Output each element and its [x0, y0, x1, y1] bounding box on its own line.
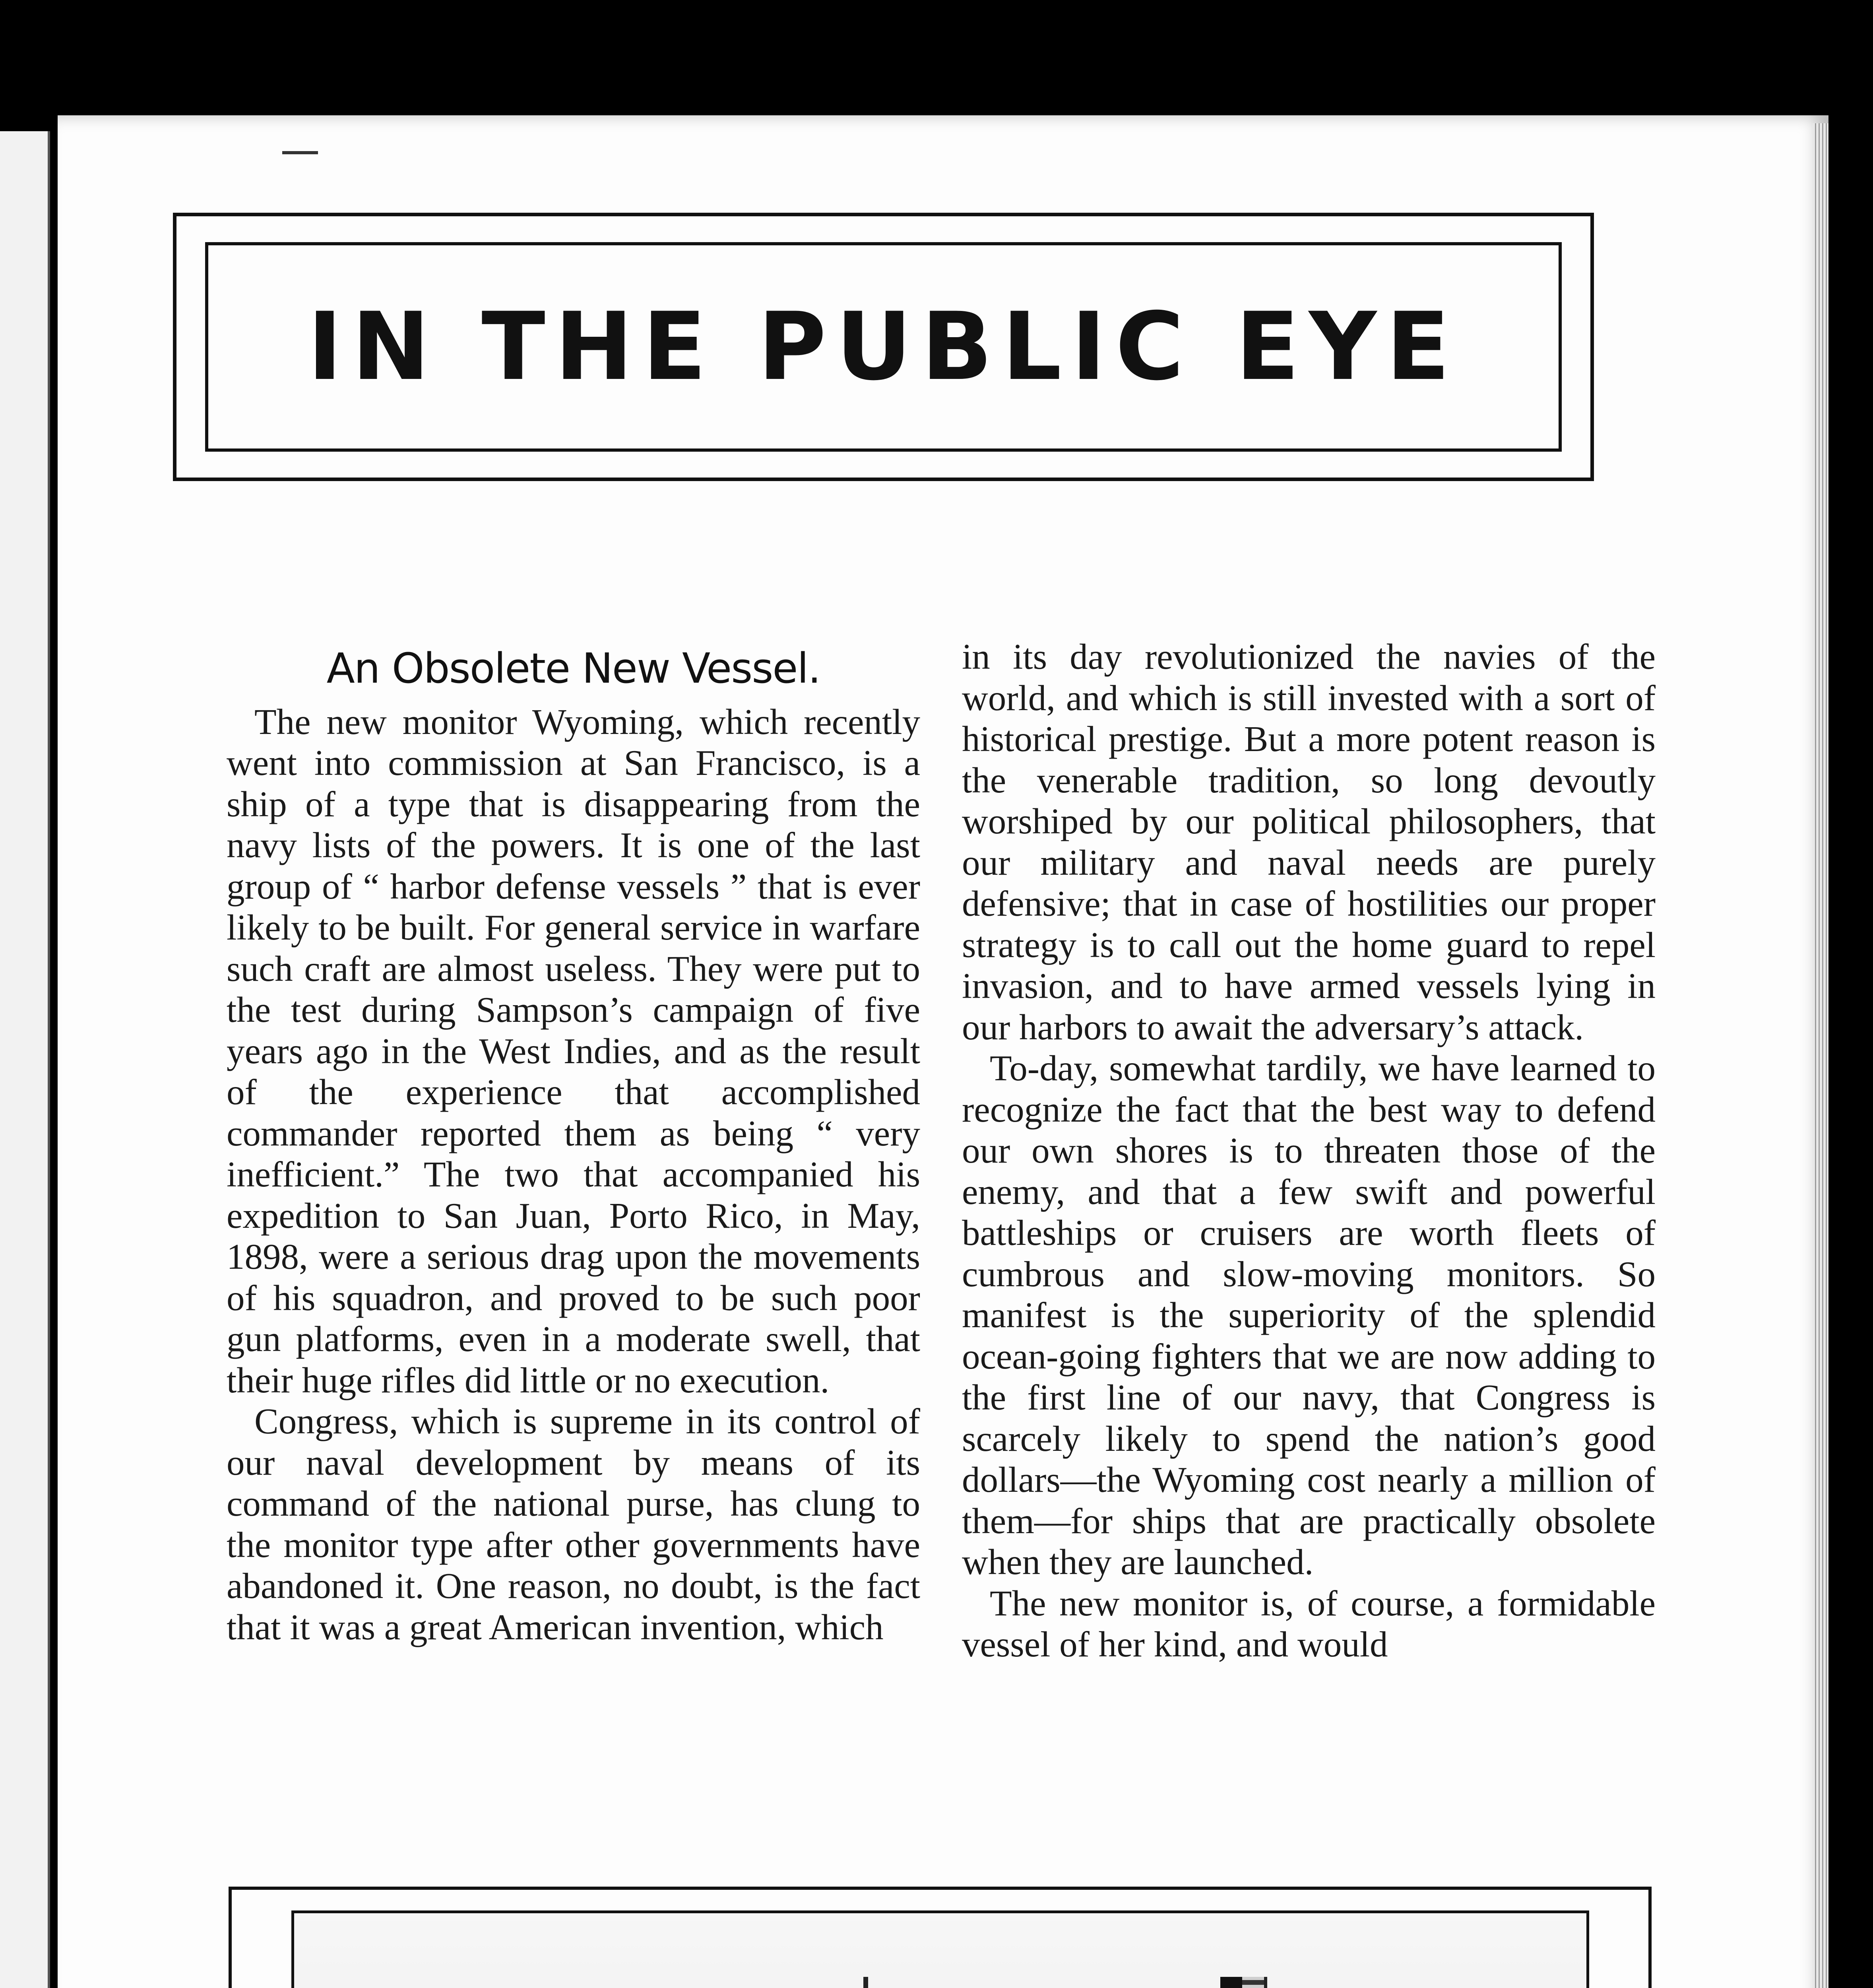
sky: [294, 1913, 1586, 1988]
flag-pole: [1264, 1977, 1267, 1988]
warship-illustration: [294, 1913, 1586, 1988]
page-stack-edge: [1813, 123, 1828, 1988]
paragraph: Congress, which is supreme in its control of our naval development by means of its command of the national purse, has clung to the monitor type after other governments have abandoned it. One reason, no doubt, is the fact that it was a great American invention, which: [227, 1401, 920, 1647]
article-left-column: [227, 644, 920, 1648]
paragraph: in its day revolutionized the navies of the world, and which is still invested with a sort of historical prestige. But a more potent reason is the venerable tradition, so long devoutly worshiped by our political philosophers, that our military and naval needs are purely defensive; that in case of hostilities our proper strategy is to call out the home guard to repel invasion, and to have armed vessels lying in our harbors to await the adversary’s attack.: [962, 637, 1656, 1047]
paragraph: To-day, somewhat tardily, we have learned to recognize the fact that the best way to defend our own shores is to threaten those of the enemy, and that a few swift and powerful battleships or cruisers are worth fleets of cumbrous and slow-moving monitors. So manifest is the superiority of the splendid ocean-going fighters that we are now adding to the first line of our navy, that Congress is scarcely likely to spend the nation’s good dollars—the Wyoming cost nearly a million of them—for ships that are practically obsolete when they are launched.: [962, 1048, 1656, 1582]
facing-page-edge: [0, 131, 50, 1988]
warship-photo: [291, 1910, 1589, 1988]
header-inner-box: [205, 242, 1562, 452]
ship-mast: [863, 1977, 868, 1988]
header-box: [173, 213, 1594, 481]
article-heading: An Obsolete New Vessel.: [326, 644, 820, 693]
photo-frame: [229, 1887, 1652, 1988]
section-title: IN THE PUBLIC EYE: [307, 293, 1460, 401]
flag-canton: [1220, 1977, 1242, 1988]
article-right-column: [962, 636, 1656, 1665]
page-mark: [282, 151, 318, 154]
paragraph: The new monitor Wyoming, which recently went into commission at San Francisco, is a ship of a type that is disappearing from the navy lists of the powers. It is one of the last group of “ harbor defense vessels ” that is ever likely to be built. For general service in warfare such craft are almost useless. They were put to the test during Sampson’s campaign of five years ago in the West Indies, and as the result of the experience that accomplished commander reported them as being “ very inefficient.” The two that accompanied his expedition to San Juan, Porto Rico, in May, 1898, were a serious drag upon the movements of his squadron, and proved to be such poor gun platforms, even in a moderate swell, that their huge rifles did little or no execution.: [227, 701, 920, 1400]
paragraph: The new monitor is, of course, a formidable vessel of her kind, and would: [962, 1583, 1656, 1664]
